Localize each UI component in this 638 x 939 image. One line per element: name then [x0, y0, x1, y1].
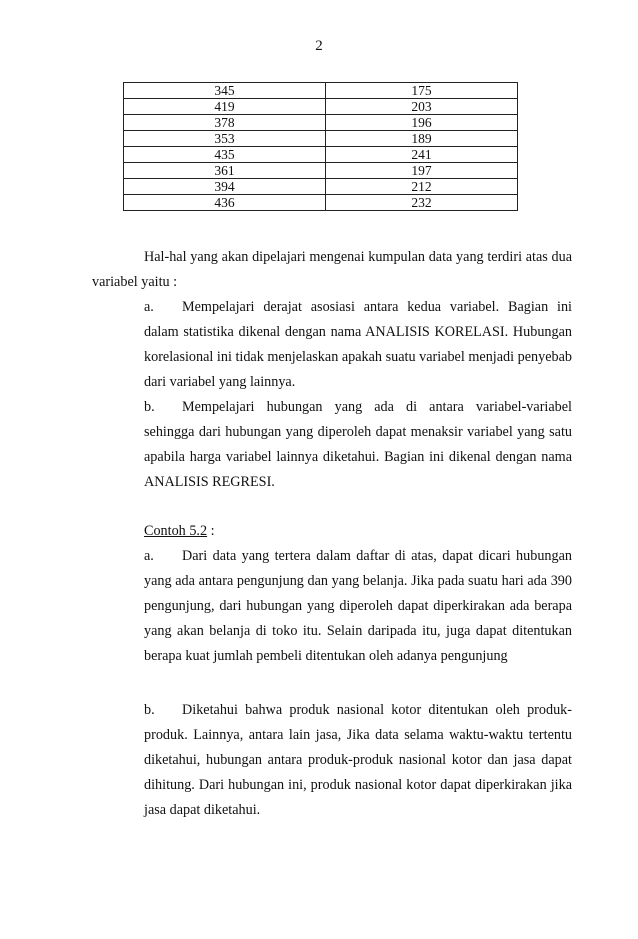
table-cell-col2: 175	[326, 83, 518, 99]
table-cell-col1: 394	[124, 179, 326, 195]
table-cell-col1: 419	[124, 99, 326, 115]
example-point-a	[144, 544, 572, 669]
table-cell-col1: 353	[124, 131, 326, 147]
table-cell-col1: 378	[124, 115, 326, 131]
example-b-marker: b.	[144, 702, 155, 718]
data-table	[123, 82, 518, 211]
table-row	[124, 163, 518, 179]
point-b-marker: b.	[144, 399, 155, 415]
table-cell-col1: 361	[124, 163, 326, 179]
table-cell-col2: 203	[326, 99, 518, 115]
example-b-text: Diketahui bahwa produk nasional kotor ditentukan oleh produk-produk. Lainnya, antara lain jasa, Jika data selama waktu-waktu tertentu diketahui, hubungan antara produk-produk nasional kotor dan jasa dapat dihitung. Dari hubungan ini, produk nasional kotor dapat diperkirakan jika jasa dapat diketahui.	[144, 702, 572, 818]
table-row	[124, 131, 518, 147]
data-table-body	[124, 83, 518, 211]
point-b	[144, 395, 572, 495]
point-a-text: Mempelajari derajat asosiasi antara kedua variabel. Bagian ini dalam statistika dikenal dengan nama ANALISIS KORELASI. Hubungan korelasional ini tidak menjelaskan apakah suatu variabel menjadi penyebab dari variabel yang lainnya.	[144, 299, 572, 390]
table-cell-col2: 197	[326, 163, 518, 179]
point-b-text: Mempelajari hubungan yang ada di antara variabel-variabel sehingga dari hubungan yang diperoleh dapat menaksir variabel yang satu apabila harga variabel lainnya diketahui. Bagian ini dikenal dengan nama ANALISIS REGRESI.	[144, 399, 572, 490]
table-row	[124, 179, 518, 195]
point-a	[144, 295, 572, 395]
table-row	[124, 115, 518, 131]
example-point-b	[144, 698, 572, 823]
table-cell-col2: 212	[326, 179, 518, 195]
intro-paragraph: Hal-hal yang akan dipelajari mengenai kumpulan data yang terdiri atas dua variabel yaitu :	[92, 249, 572, 290]
table-cell-col2: 232	[326, 195, 518, 211]
page-number: 2	[315, 38, 323, 54]
table-cell-col2: 189	[326, 131, 518, 147]
point-a-marker: a.	[144, 299, 154, 315]
table-row	[124, 195, 518, 211]
table-cell-col2: 196	[326, 115, 518, 131]
table-row	[124, 147, 518, 163]
example-suffix: :	[207, 523, 215, 539]
table-row	[124, 83, 518, 99]
table-row	[124, 99, 518, 115]
example-a-text: Dari data yang tertera dalam daftar di atas, dapat dicari hubungan yang ada antara pengunjung dan yang belanja. Jika pada suatu hari ada 390 pengunjung, dari hubungan yang diperoleh dapat diperkirakan ada berapa yang akan belanja di toko itu. Selain daripada itu, juga dapat ditentukan berapa kuat jumlah pembeli ditentukan oleh adanya pengunjung	[144, 548, 572, 664]
table-cell-col2: 241	[326, 147, 518, 163]
example-heading	[144, 519, 215, 544]
table-cell-col1: 345	[124, 83, 326, 99]
example-a-marker: a.	[144, 548, 154, 564]
table-cell-col1: 436	[124, 195, 326, 211]
example-title: Contoh 5.2	[144, 523, 208, 539]
table-cell-col1: 435	[124, 147, 326, 163]
